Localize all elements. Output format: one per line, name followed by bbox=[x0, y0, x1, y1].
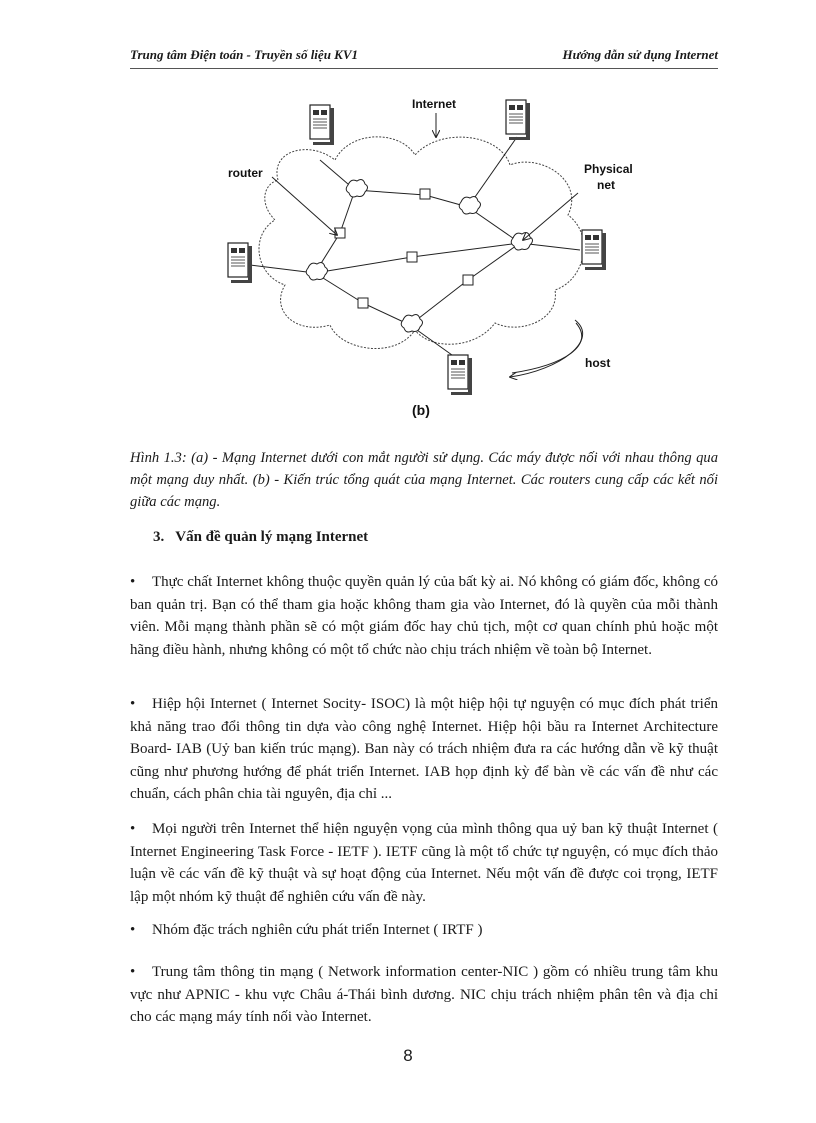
bullet-text: Trung tâm thông tin mạng ( Network information center-NIC ) gồm có nhiều trung tâm khu vực như APNIC - khu vực Châu á-Thái bình dương. NIC chịu trách nhiệm phân tên và địa chỉ cho các mạng máy tính nối vào Internet. bbox=[130, 964, 718, 1025]
label-internet: Internet bbox=[412, 97, 457, 111]
section-title: Vấn đề quản lý mạng Internet bbox=[175, 529, 369, 545]
figure-sublabel: (b) bbox=[412, 402, 430, 418]
header-left-text: Trung tâm Điện toán - Truyền số liệu KV1 bbox=[130, 47, 359, 62]
label-physical-line1: Physical bbox=[584, 162, 633, 176]
bullet-paragraph bbox=[130, 571, 718, 661]
bullet-paragraph bbox=[130, 919, 718, 942]
bullet-symbol: • bbox=[130, 821, 136, 837]
bullet-paragraph bbox=[130, 818, 718, 908]
host-computer bbox=[506, 100, 530, 140]
page-number: 8 bbox=[403, 1046, 413, 1065]
internet-architecture-diagram bbox=[200, 85, 640, 430]
host-computer bbox=[582, 230, 606, 270]
physical-net-arrow bbox=[523, 193, 578, 240]
bullet-text: Mọi người trên Internet thể hiện nguyện vọng của mình thông qua uỷ ban kỹ thuật Internet ( Internet Engineering Task Force - IETF ). IETF cũng là một tổ chức tự nguyện, có mục đích thảo luận về các vấn đề kỹ thuật và sự hoạt động của Internet. Nếu một vấn đề được coi trọng, IETF lập một nhóm kỹ thuật để nghiên cứu vấn đề này. bbox=[130, 821, 718, 905]
router-arrow bbox=[272, 177, 337, 235]
bullet-text: Nhóm đặc trách nghiên cứu phát triển Internet ( IRTF ) bbox=[152, 922, 483, 938]
host-computer bbox=[310, 105, 334, 145]
bullet-paragraph bbox=[130, 961, 718, 1029]
section-number: 3. bbox=[153, 529, 165, 545]
bullet-symbol: • bbox=[130, 922, 136, 938]
page-header bbox=[130, 45, 718, 65]
label-host: host bbox=[585, 356, 611, 370]
figure-caption: Hình 1.3: (a) - Mạng Internet dưới con mắt người sử dụng. Các máy được nối với nhau thông qua một mạng duy nhất. (b) - Kiến trúc tổng quát của mạng Internet. Các routers cung cấp các kết nối giữa các mạng. bbox=[130, 450, 718, 510]
bullet-symbol: • bbox=[130, 574, 136, 590]
host-arrow bbox=[510, 320, 583, 377]
host-computer bbox=[448, 355, 472, 395]
header-right-text: Hướng dẫn sử dụng Internet bbox=[562, 47, 718, 62]
router-boxes bbox=[335, 189, 473, 308]
bullet-paragraph bbox=[130, 693, 718, 806]
host-computer bbox=[228, 243, 252, 283]
bullet-symbol: • bbox=[130, 964, 136, 980]
bullet-text: Hiệp hội Internet ( Internet Socity- ISOC) là một hiệp hội tự nguyện có mục đích phát triển khả năng trao đổi thông tin dựa vào công nghệ Internet. Hiệp hội bầu ra Internet Architecture Board- IAB (Uỷ ban kiến trúc mạng). Ban này có trách nhiệm đưa ra các hướng dẫn về kỹ thuật cũng như phương hướng để phát triển Internet. IAB họp định kỳ để bàn về các vấn đề như các chuẩn, cách phân chia tài nguyên, địa chỉ ... bbox=[130, 696, 718, 802]
header-rule bbox=[130, 68, 718, 69]
label-physical-line2: net bbox=[597, 178, 615, 192]
bullet-symbol: • bbox=[130, 696, 136, 712]
host-arrow-double bbox=[512, 323, 582, 373]
section-heading bbox=[153, 529, 368, 546]
label-router: router bbox=[228, 166, 263, 180]
bullet-text: Thực chất Internet không thuộc quyền quản lý của bất kỳ ai. Nó không có giám đốc, không có ban quản trị. Bạn có thể tham gia hoặc không tham gia vào Internet, đó là quyền của mỗi thành viên. Mỗi mạng thành phần sẽ có một giám đốc hay chủ tịch, một cơ quan chính phủ hoặc một hãng điều hành, nhưng không có một tổ chức nào chịu trách nhiệm về toàn bộ Internet. bbox=[130, 574, 718, 658]
